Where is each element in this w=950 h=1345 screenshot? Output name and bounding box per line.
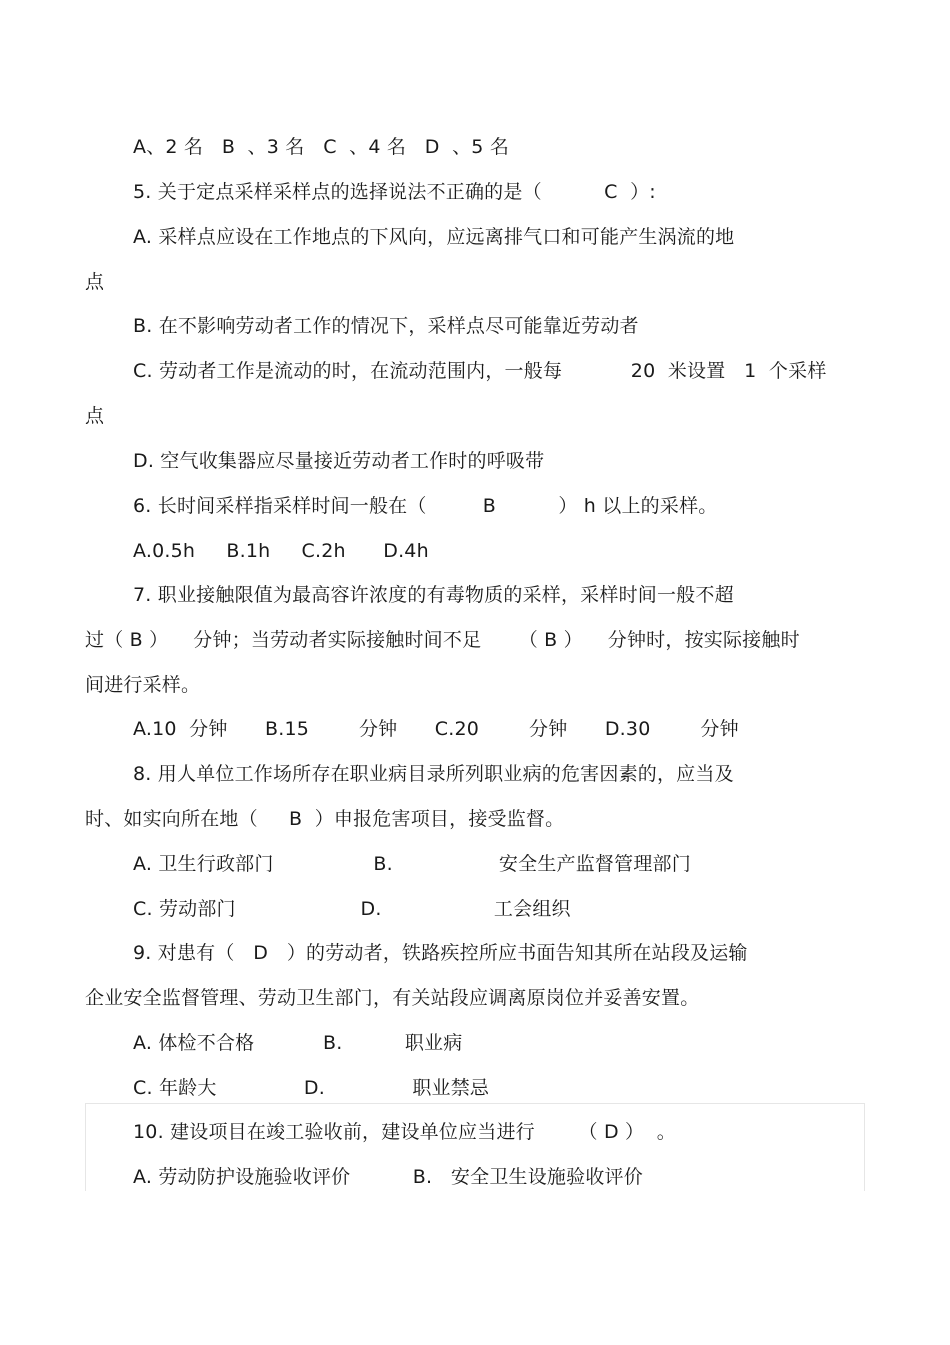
q8-stem-cont: 时、如实向所在地（ B ）申报危害项目，接受监督。 [85, 808, 565, 830]
q5-option-a-cont: 点 [85, 271, 105, 293]
q5-option-d: D. 空气收集器应尽量接近劳动者工作时的呼吸带 [133, 450, 545, 472]
q7-stem: 7. 职业接触限值为最高容许浓度的有毒物质的采样，采样时间一般不超 [133, 584, 734, 606]
q8-options-cd: C. 劳动部门 D. 工会组织 [133, 898, 571, 920]
q9-stem-cont: 企业安全监督管理、劳动卫生部门，有关站段应调离原岗位并妥善安置。 [85, 987, 700, 1009]
q5-stem: 5. 关于定点采样采样点的选择说法不正确的是（ C ）: [133, 181, 656, 203]
q10-options-ab: A. 劳动防护设施验收评价 B. 安全卫生设施验收评价 [133, 1166, 643, 1188]
q4-options: A、2 名 B 、3 名 C 、4 名 D 、5 名 [133, 136, 510, 158]
q9-options-ab: A. 体检不合格 B. 职业病 [133, 1032, 463, 1054]
q5-option-c: C. 劳动者工作是流动的时，在流动范围内，一般每 20 米设置 1 个采样 [133, 360, 827, 382]
q9-stem: 9. 对患有（ D ）的劳动者，铁路疾控所应书面告知其所在站段及运输 [133, 942, 748, 964]
q8-stem: 8. 用人单位工作场所存在职业病目录所列职业病的危害因素的，应当及 [133, 763, 734, 785]
q8-options-ab: A. 卫生行政部门 B. 安全生产监督管理部门 [133, 853, 691, 875]
q9-options-cd: C. 年龄大 D. 职业禁忌 [133, 1077, 490, 1099]
q5-option-c-cont: 点 [85, 405, 105, 427]
q7-stem-cont: 过（ B ） 分钟；当劳动者实际接触时间不足 （ B ） 分钟时，按实际接触时 [85, 629, 800, 651]
q5-option-b: B. 在不影响劳动者工作的情况下，采样点尽可能靠近劳动者 [133, 315, 639, 337]
q7-options: A.10 分钟 B.15 分钟 C.20 分钟 D.30 分钟 [133, 718, 739, 740]
q5-option-a: A. 采样点应设在工作地点的下风向，应远离排气口和可能产生涡流的地 [133, 226, 735, 248]
q6-stem: 6. 长时间采样指采样时间一般在（ B ） h 以上的采样。 [133, 495, 718, 517]
q7-stem-cont-2: 间进行采样。 [85, 674, 201, 696]
q6-options: A.0.5h B.1h C.2h D.4h [133, 540, 429, 562]
q10-stem: 10. 建设项目在竣工验收前，建设单位应当进行 （ D ） 。 [133, 1121, 676, 1143]
